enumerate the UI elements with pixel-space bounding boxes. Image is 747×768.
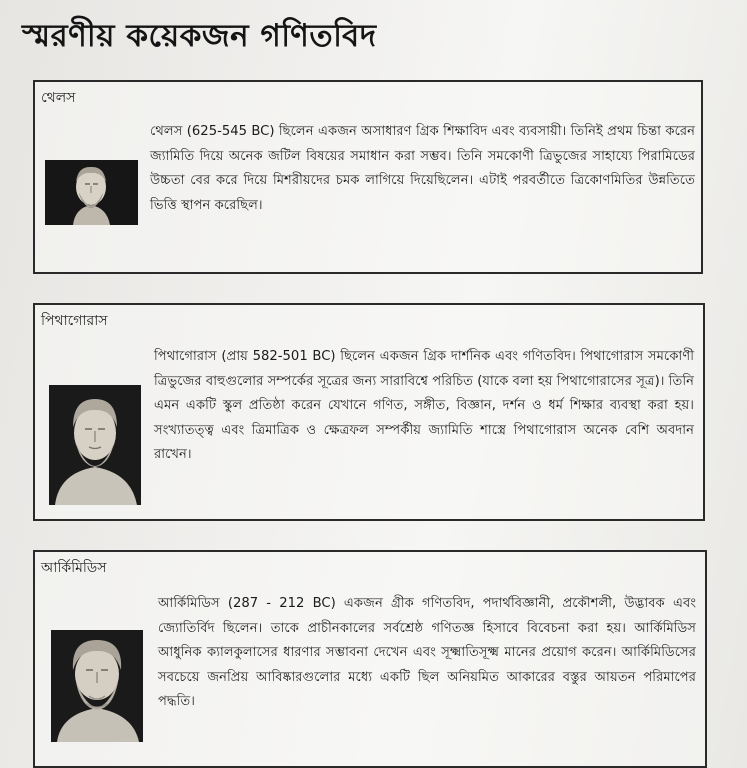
portrait-pythagoras-image	[49, 385, 141, 505]
mathematician-card-archimedes	[33, 550, 707, 768]
portrait-archimedes-image	[51, 630, 143, 742]
portrait-thales-image	[45, 160, 138, 225]
card-biography: পিথাগোরাস (প্রায় 582-501 BC) ছিলেন একজন গ্রিক দার্শনিক এবং গণিতবিদ। পিথাগোরাস সমকোণী ত্রিভুজের বাহুগুলোর সম্পর্কের সূত্রের জন্য সারাবিশ্বে পরিচিত (যাকে বলা হয় পিথাগোরাসের সূত্র)। তিনি এমন একটি স্কুল প্রতিষ্ঠা করেন যেখানে গণিত, সঙ্গীত, বিজ্ঞান, দর্শন ও ধর্ম শিক্ষার ব্যবস্থা করা হয়। সংখ্যাতত্ত্ব এবং ত্রিমাত্রিক ও ক্ষেত্রফল সম্পর্কীয় জ্যামিতি শাস্ত্রে পিথাগোরাস অনেক বেশি অবদান রাখেন।	[154, 349, 694, 463]
page-title: স্মরণীয় কয়েকজন গণিতবিদ	[22, 18, 377, 54]
mathematician-card-thales	[33, 80, 703, 274]
card-biography: আর্কিমিডিস (287 - 212 BC) একজন গ্রীক গণিতবিদ, পদার্থবিজ্ঞানী, প্রকৌশলী, উদ্ভাবক এবং জ্যোতির্বিদ ছিলেন। তাকে প্রাচীনকালের সর্বশ্রেষ্ঠ গণিতজ্ঞ হিসাবে বিবেচনা করা হয়। আর্কিমিডিস আধুনিক ক্যালকুলাসের ধারণার সম্ভাবনা দেখেন এবং সূক্ষ্মাতিসূক্ষ্ম মানের প্রয়োগ করেন। আর্কিমিডিসের সবচেয়ে জনপ্রিয় আবিষ্কারগুলোর মধ্যে একটি ছিল অনিয়মিত আকারের বস্তুর আয়তন পরিমাপের পদ্ধতি।	[158, 596, 696, 710]
card-heading: আর্কিমিডিস	[41, 560, 107, 576]
card-heading: পিথাগোরাস	[41, 313, 108, 329]
mathematician-card-pythagoras	[33, 303, 705, 521]
card-heading: থেলস	[41, 90, 76, 106]
card-biography: থেলস (625-545 BC) ছিলেন একজন অসাধারণ গ্রিক শিক্ষাবিদ এবং ব্যবসায়ী। তিনিই প্রথম চিন্তা করেন জ্যামিতি দিয়ে অনেক জটিল বিষয়ের সমাধান করা সম্ভব। তিনি সমকোণী ত্রিভুজের সাহায্যে পিরামিডের উচ্চতা বের করে দিয়ে মিশরীয়দের চমক লাগিয়ে দিয়েছিলেন। এটাই পরবর্তীতে ত্রিকোণমিতির উন্নতিতে ভিত্তি স্থাপন করেছিল।	[150, 124, 695, 213]
